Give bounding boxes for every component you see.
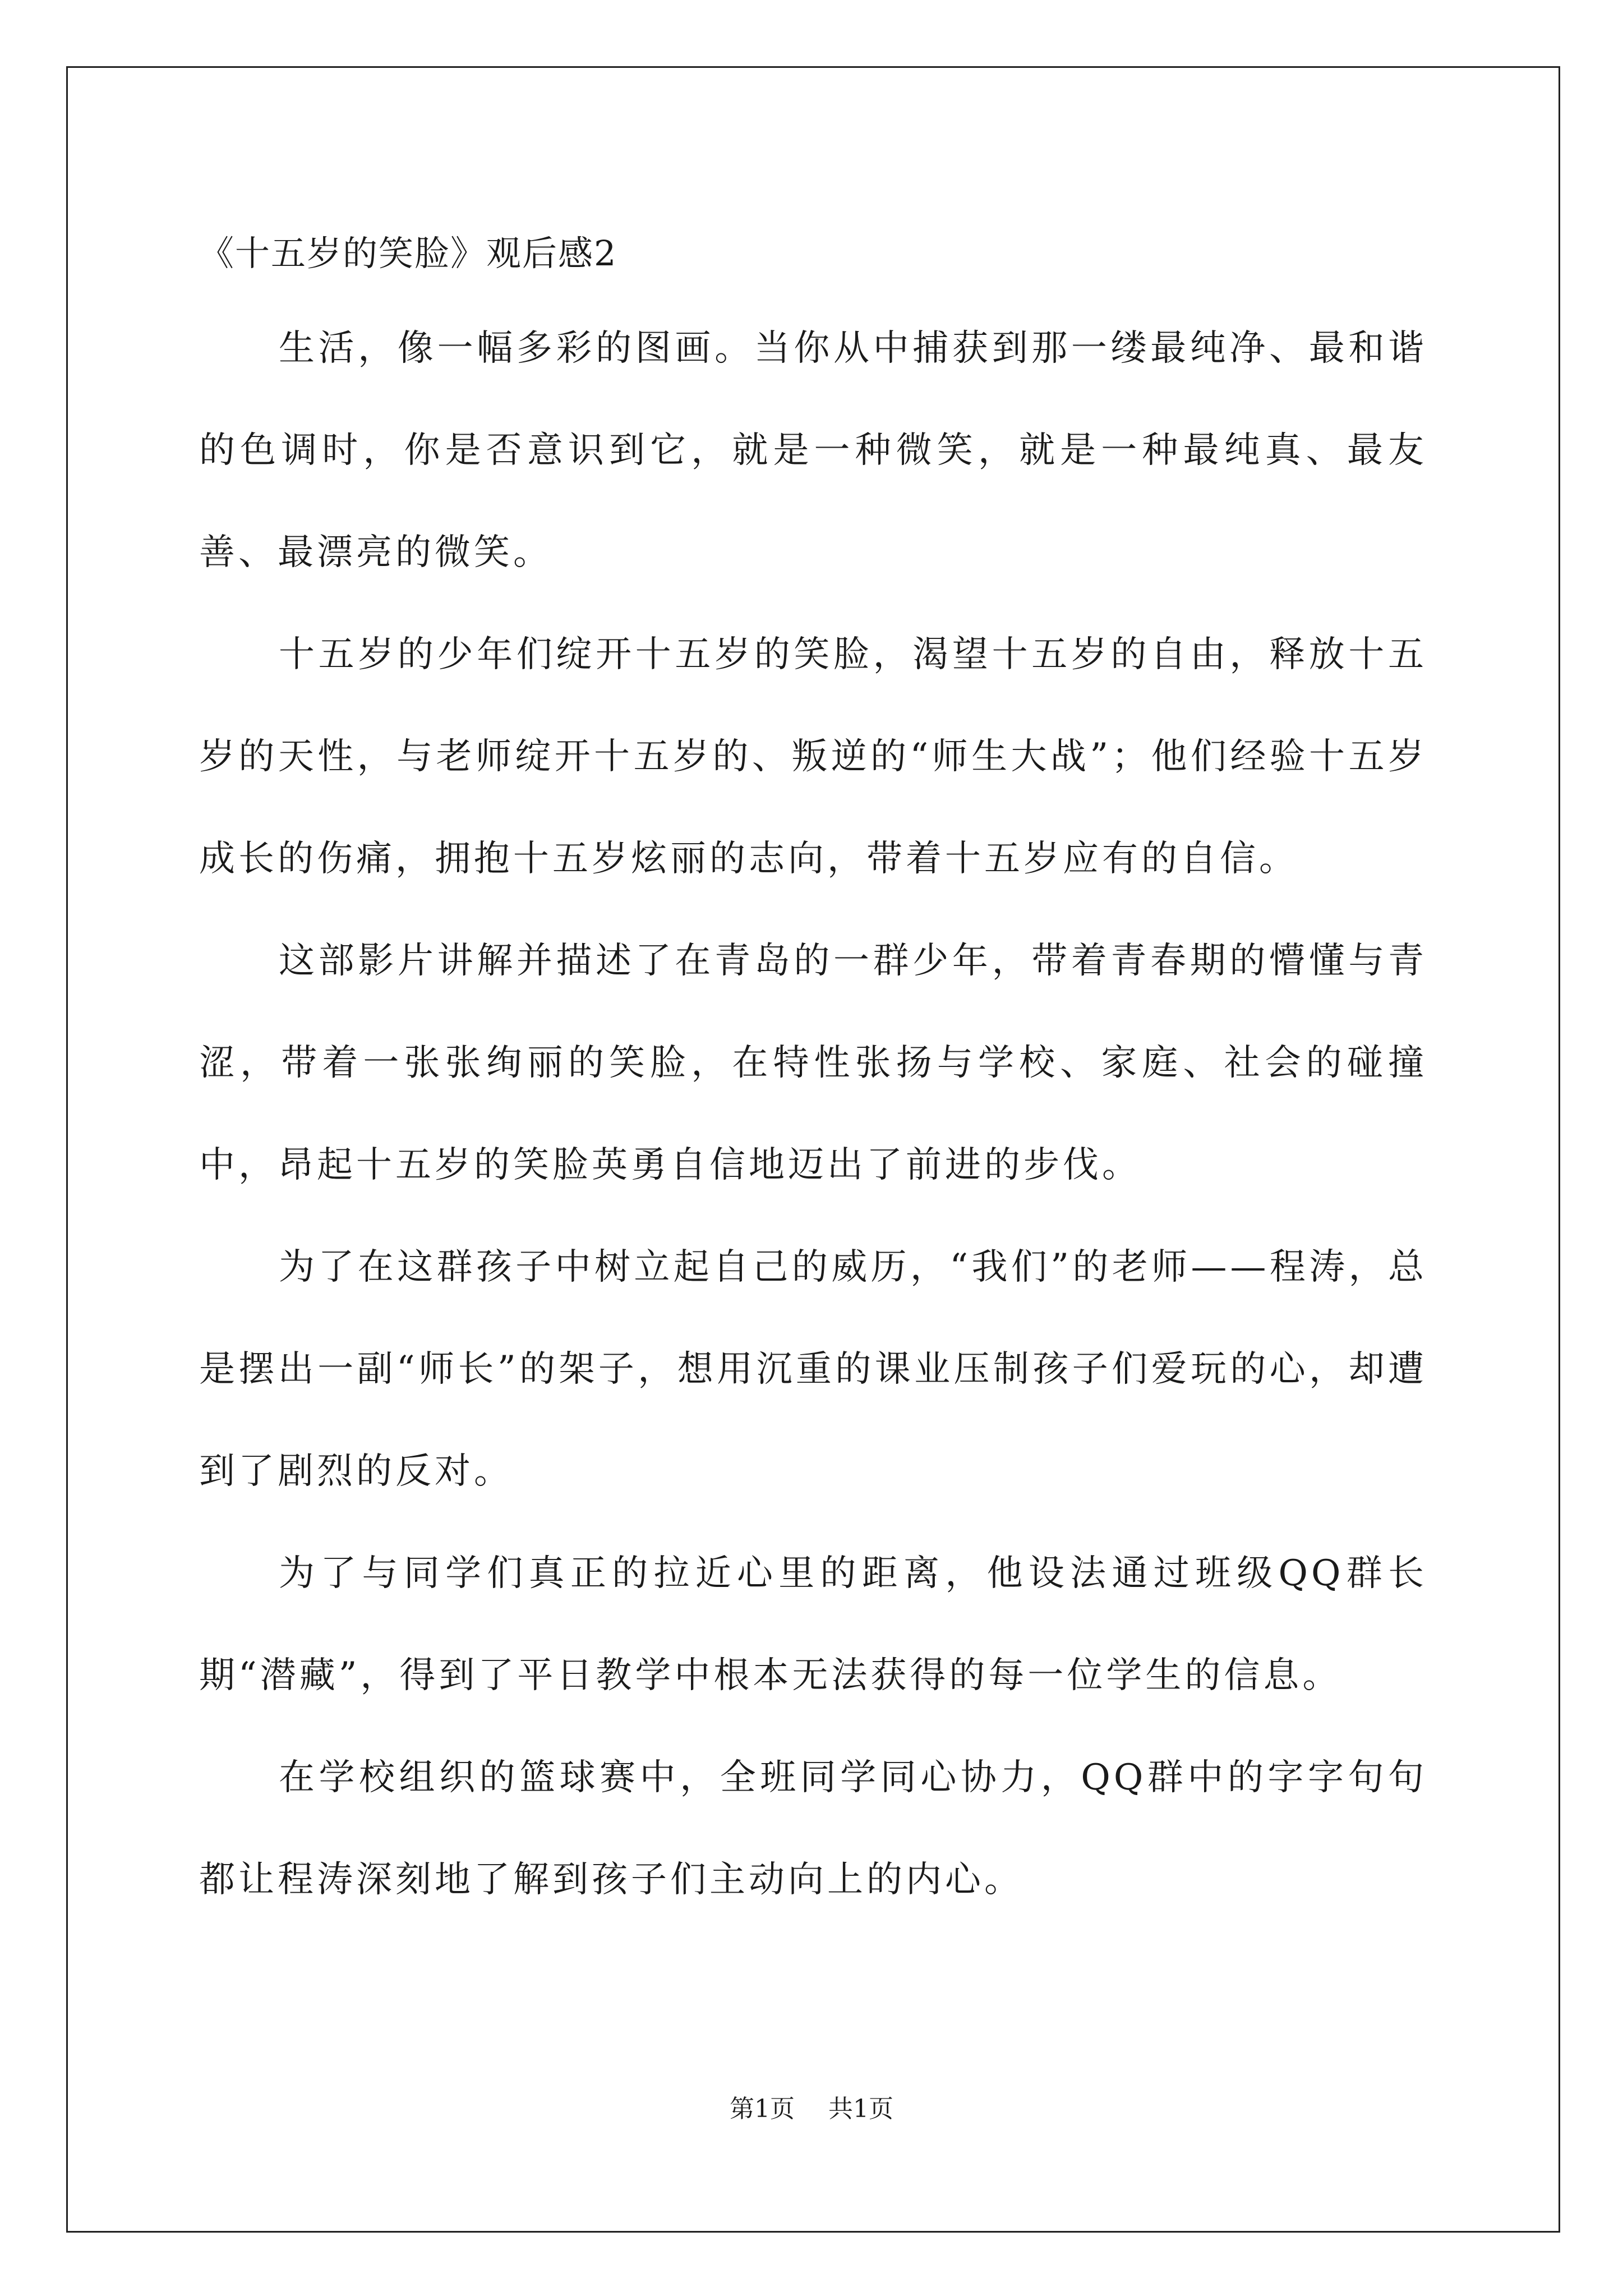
page-number-total: 共1页	[828, 2095, 893, 2123]
page-footer	[0, 2092, 1623, 2126]
paragraph-3: 这部影片讲解并描述了在青岛的一群少年，带着青春期的懵懂与青涩，带着一张张绚丽的笑脸，在特性张扬与学校、家庭、社会的碰撞中，昂起十五岁的笑脸英勇自信地迈出了前进的步伐。	[199, 940, 1427, 1186]
paragraph-4: 为了在这群孩子中树立起自己的威历，“我们”的老师——程涛，总是摆出一副“师长”的架子，想用沉重的课业压制孩子们爱玩的心，却遭到了剧烈的反对。	[199, 1246, 1427, 1492]
paragraph-6: 在学校组织的篮球赛中，全班同学同心协力，QQ群中的字字句句都让程涛深刻地了解到孩子们主动向上的内心。	[199, 1757, 1427, 1901]
document-title: 《十五岁的笑脸》观后感2	[199, 233, 617, 274]
page-number-current: 第1页	[730, 2095, 795, 2123]
paragraph-2: 十五岁的少年们绽开十五岁的笑脸，渴望十五岁的自由，释放十五岁的天性，与老师绽开十五岁的、叛逆的“师生大战”；他们经验十五岁成长的伤痛，拥抱十五岁炫丽的志向，带着十五岁应有的自信。	[199, 634, 1427, 880]
paragraph-1: 生活，像一幅多彩的图画。当你从中捕获到那一缕最纯净、最和谐的色调时，你是否意识到它，就是一种微笑，就是一种最纯真、最友善、最漂亮的微笑。	[199, 328, 1427, 573]
paragraph-5: 为了与同学们真正的拉近心里的距离，他设法通过班级QQ群长期“潜藏”，得到了平日教学中根本无法获得的每一位学生的信息。	[199, 1553, 1427, 1696]
document-body	[199, 220, 1427, 1931]
